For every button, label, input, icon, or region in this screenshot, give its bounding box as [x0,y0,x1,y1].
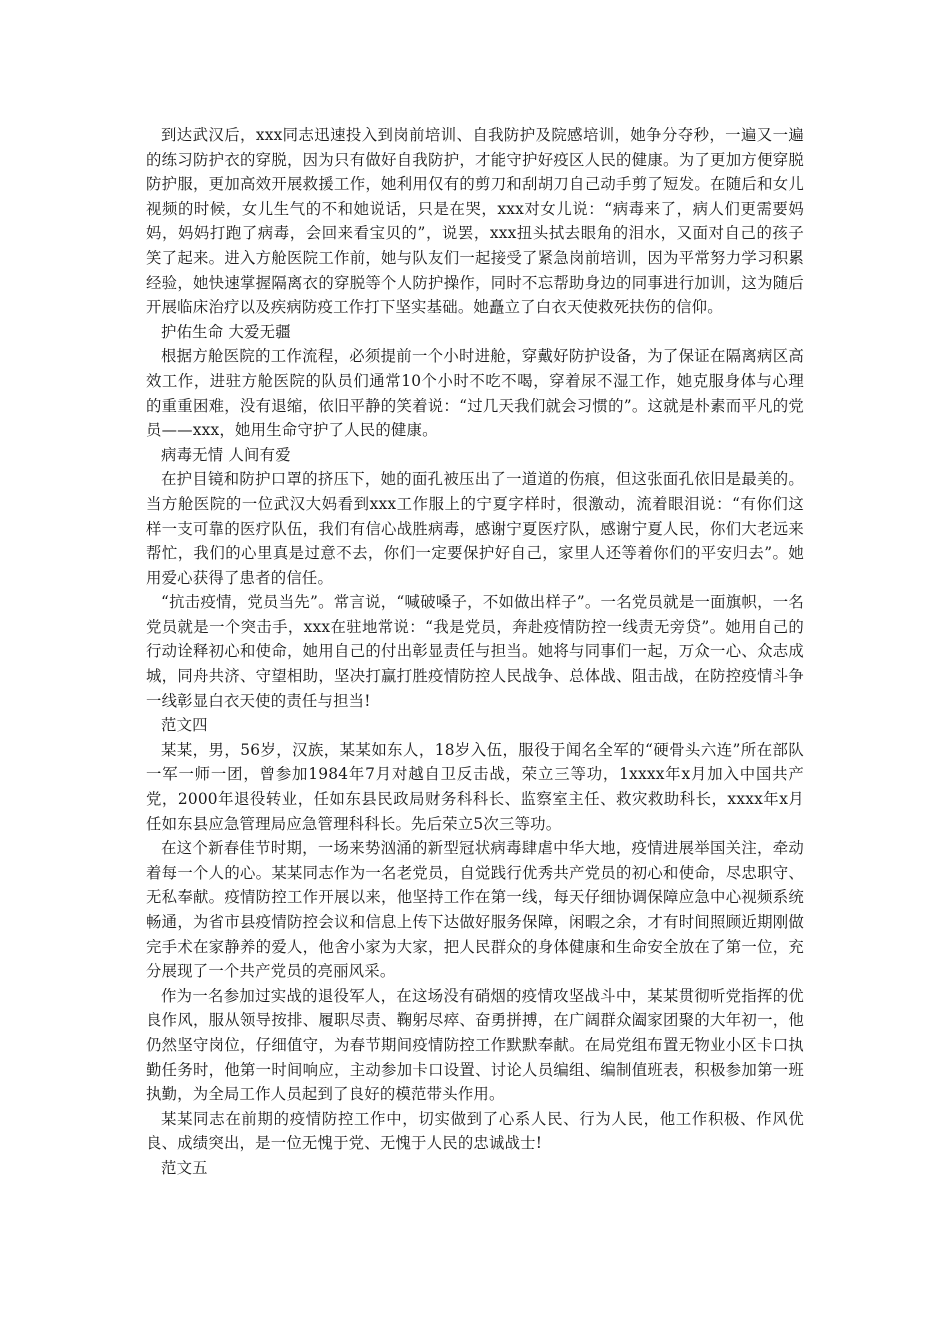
paragraph-party-member-first: “抗击疫情，党员当先”。常言说，“喊破嗓子，不如做出样子”。一名党员就是一面旗帜，一名党员就是一个突击手，xxx在驻地常说：“我是党员，奔赴疫情防控一线责无旁贷”。她用自己的行动诠释初心和使命，她用自己的付出彰显责任与担当。她将与同事们一起，万众一心、众志成城，同舟共济、守望相助，坚决打赢打胜疫情防控人民战争、总体战、阻击战，在防控疫情斗争一线彰显白衣天使的责任与担当! [146,593,804,710]
paragraph-profile-biography: 某某，男，56岁，汉族，某某如东人，18岁入伍，服役于闻名全军的“硬骨头六连”所在部队一军一师一团，曾参加1984年7月对越自卫反击战，荣立三等功，1xxxx年x月加入中国共产党，2000年退役转业，任如东县民政局财务科科长、监察室主任、救灾救助科长，xxxx年x月任如东县应急管理局应急管理科科长。先后荣立5次三等功。 [146,740,804,833]
document-body [146,123,804,1181]
paragraph-spring-festival-duty: 在这个新春佳节时期，一场来势汹涌的新型冠状病毒肆虐中华大地，疫情进展举国关注，牵动着每一个人的心。某某同志作为一名老党员，自觉践行优秀共产党员的初心和使命，尽忠职守、无私奉献。疫情防控工作开展以来，他坚持工作在第一线，每天仔细协调保障应急中心视频系统畅通，为省市县疫情防控会议和信息上传下达做好服务保障，闲暇之余，才有时间照顾近期刚做完手术在家静养的爱人，他舍小家为大家，把人民群众的身体健康和生命安全放在了第一位，充分展现了一个共产党员的亮丽风采。 [146,839,804,981]
section-heading-sample-four: 范文四 [161,716,208,735]
section-heading-sample-five: 范文五 [161,1158,208,1177]
paragraph-fangcang-workflow: 根据方舱医院的工作流程，必须提前一个小时进舱，穿戴好防护设备，为了保证在隔离病区高效工作，进驻方舱医院的队员们通常10个小时不吃不喝，穿着尿不湿工作，她克服身体与心理的重重困难，没有退缩，依旧平静的笑着说：“过几天我们就会习惯的”。这就是朴素而平凡的党员——xxx，她用生命守护了人民的健康。 [146,347,804,440]
section-heading-protect-life: 护佑生命 大爱无疆 [161,322,291,341]
paragraph-patient-gratitude: 在护目镜和防护口罩的挤压下，她的面孔被压出了一道道的伤痕，但这张面孔依旧是最美的。当方舱医院的一位武汉大妈看到xxx工作服上的宁夏字样时，很激动，流着眼泪说：“有你们这样一支可靠的医疗队伍，我们有信心战胜病毒，感谢宁夏医疗队，感谢宁夏人民，你们大老远来帮忙，我们的心里真是过意不去，你们一定要保护好自己，家里人还等着你们的平安归去”。她用爱心获得了患者的信任。 [146,470,804,587]
paragraph-veteran-service: 作为一名参加过实战的退役军人，在这场没有硝烟的疫情攻坚战斗中，某某贯彻听党指挥的优良作风，服从领导按排、履职尽责、鞠躬尽瘁、奋勇拼搏，在广阔群众阖家团聚的大年初一，他仍然坚守岗位，仔细值守，为春节期间疫情防控工作默默奉献。在局党组布置无物业小区卡口执勤任务时，他第一时间响应，主动参加卡口设置、讨论人员编组、编制值班表，积极参加第一班执勤，为全局工作人员起到了良好的模范带头作用。 [146,986,804,1104]
paragraph-arrival-wuhan: 到达武汉后，xxx同志迅速投入到岗前培训、自我防护及院感培训，她争分夺秒，一遍又一遍的练习防护衣的穿脱，因为只有做好自我防护，才能守护好疫区人民的健康。为了更加方便穿脱防护服，更加高效开展救援工作，她利用仅有的剪刀和刮胡刀自己动手剪了短发。在随后和女儿视频的时候，女儿生气的不和她说话，只是在哭，xxx对女儿说：“病毒来了，病人们更需要妈妈，妈妈打跑了病毒，会回来看宝贝的”，说罢，xxx扭头拭去眼角的泪水，又面对自己的孩子笑了起来。进入方舱医院工作前，她与队友们一起接受了紧急岗前培训，因为平常努力学习积累经验，她快速掌握隔离衣的穿脱等个人防护操作，同时不忘帮助身边的同事进行加训，这为随后开展临床治疗以及疾病防疫工作打下坚实基础。她矗立了白衣天使救死扶伤的信仰。 [146,126,804,317]
section-heading-love-in-world: 病毒无情 人间有爱 [161,445,291,464]
paragraph-conclusion: 某某同志在前期的疫情防控工作中，切实做到了心系人民、行为人民，他工作积极、作风优良、成绩突出，是一位无愧于党、无愧于人民的忠诚战士! [146,1109,804,1153]
